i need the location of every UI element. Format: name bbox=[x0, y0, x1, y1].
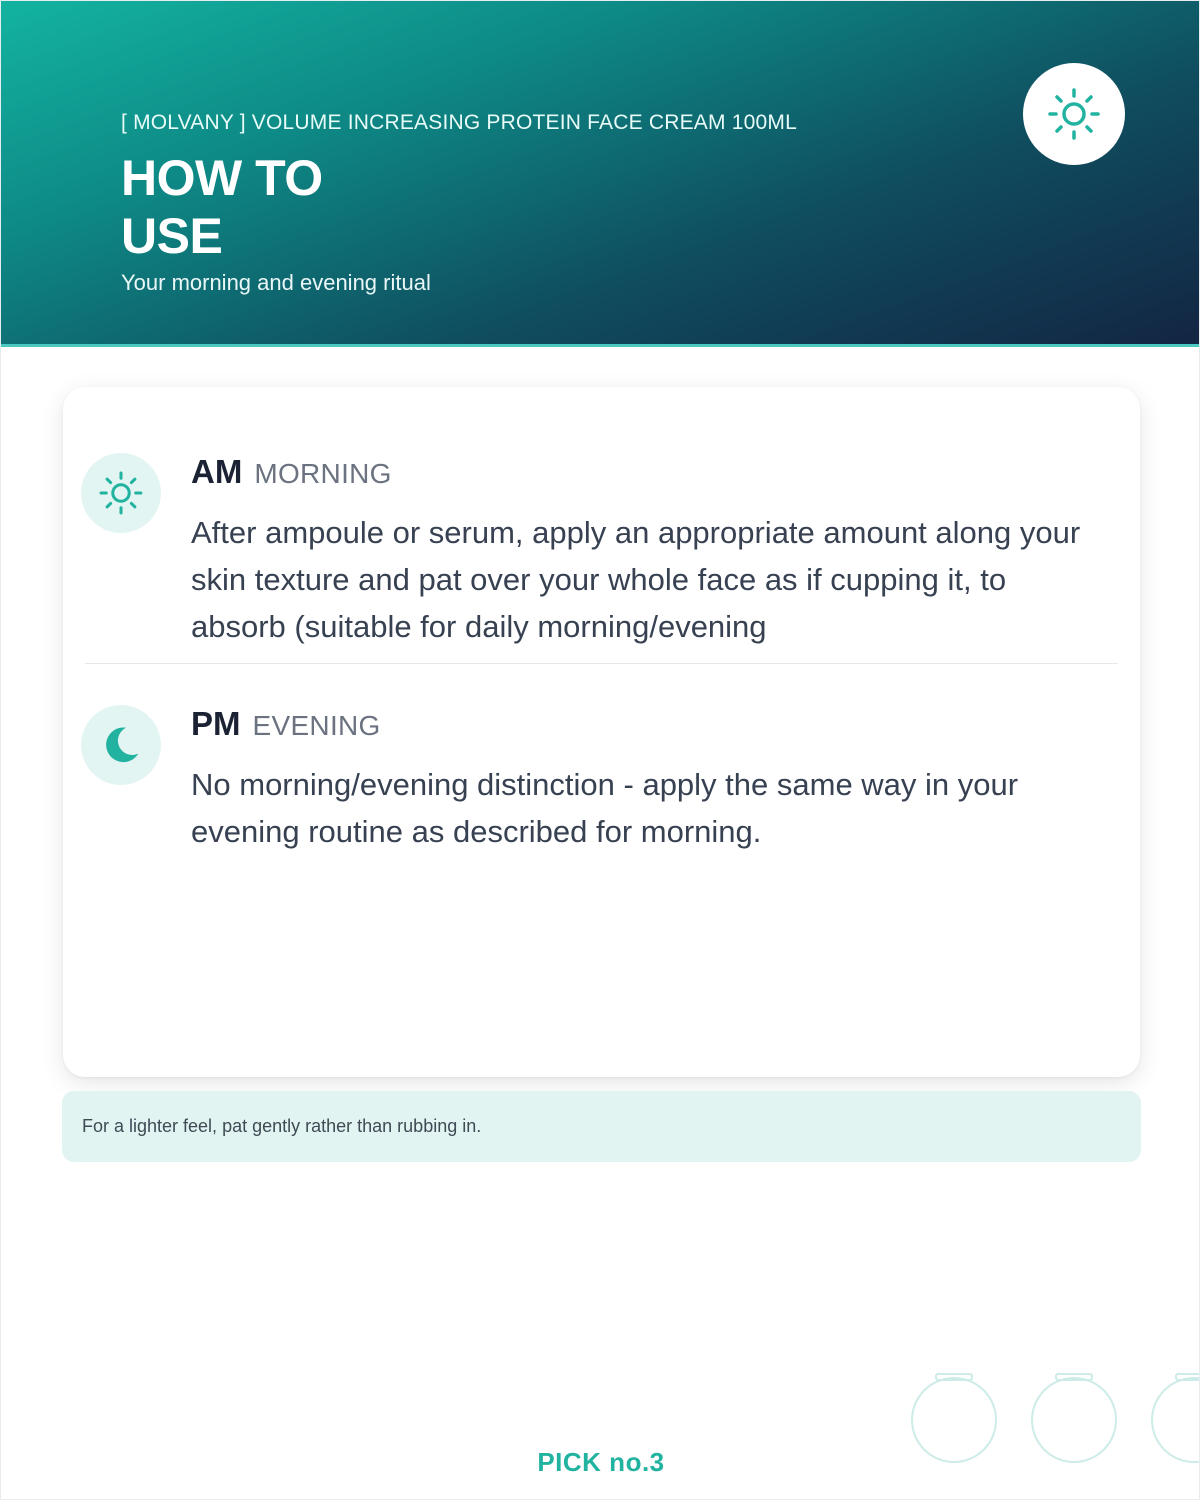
tip-box bbox=[62, 1091, 1141, 1162]
step-label: EVENING bbox=[252, 710, 381, 741]
sun-icon bbox=[1044, 84, 1104, 144]
sun-icon bbox=[95, 467, 147, 519]
step-code: AM bbox=[191, 453, 243, 490]
am-icon-badge bbox=[81, 453, 161, 533]
page-title: HOW TO USE bbox=[121, 150, 323, 264]
step-code: PM bbox=[191, 705, 241, 742]
page-tagline: Your morning and evening ritual bbox=[121, 270, 431, 295]
step-pm-text: No morning/evening distinction - apply the same way in your evening routine as described for morning. bbox=[191, 767, 1019, 849]
step-label: MORNING bbox=[254, 458, 392, 489]
step-am-text: After ampoule or serum, apply an appropriate amount along your skin texture and pat over your whole face as if cupping it, to absorb (suitable for daily morning/evening bbox=[191, 515, 1081, 644]
pm-icon-badge bbox=[81, 705, 161, 785]
product-name: [ MOLVANY ] VOLUME INCREASING PROTEIN FACE CREAM 100ML bbox=[121, 111, 797, 134]
step-am-heading bbox=[191, 453, 392, 491]
hero-badge bbox=[1023, 63, 1125, 165]
pick-label: PICK no.3 bbox=[537, 1447, 665, 1477]
hero-banner bbox=[1, 1, 1200, 347]
step-pm-heading bbox=[191, 705, 381, 743]
tip-text: For a lighter feel, pat gently rather than rubbing in. bbox=[82, 1116, 482, 1136]
moon-icon bbox=[95, 719, 147, 771]
usage-card bbox=[63, 387, 1140, 1077]
divider bbox=[85, 663, 1118, 664]
